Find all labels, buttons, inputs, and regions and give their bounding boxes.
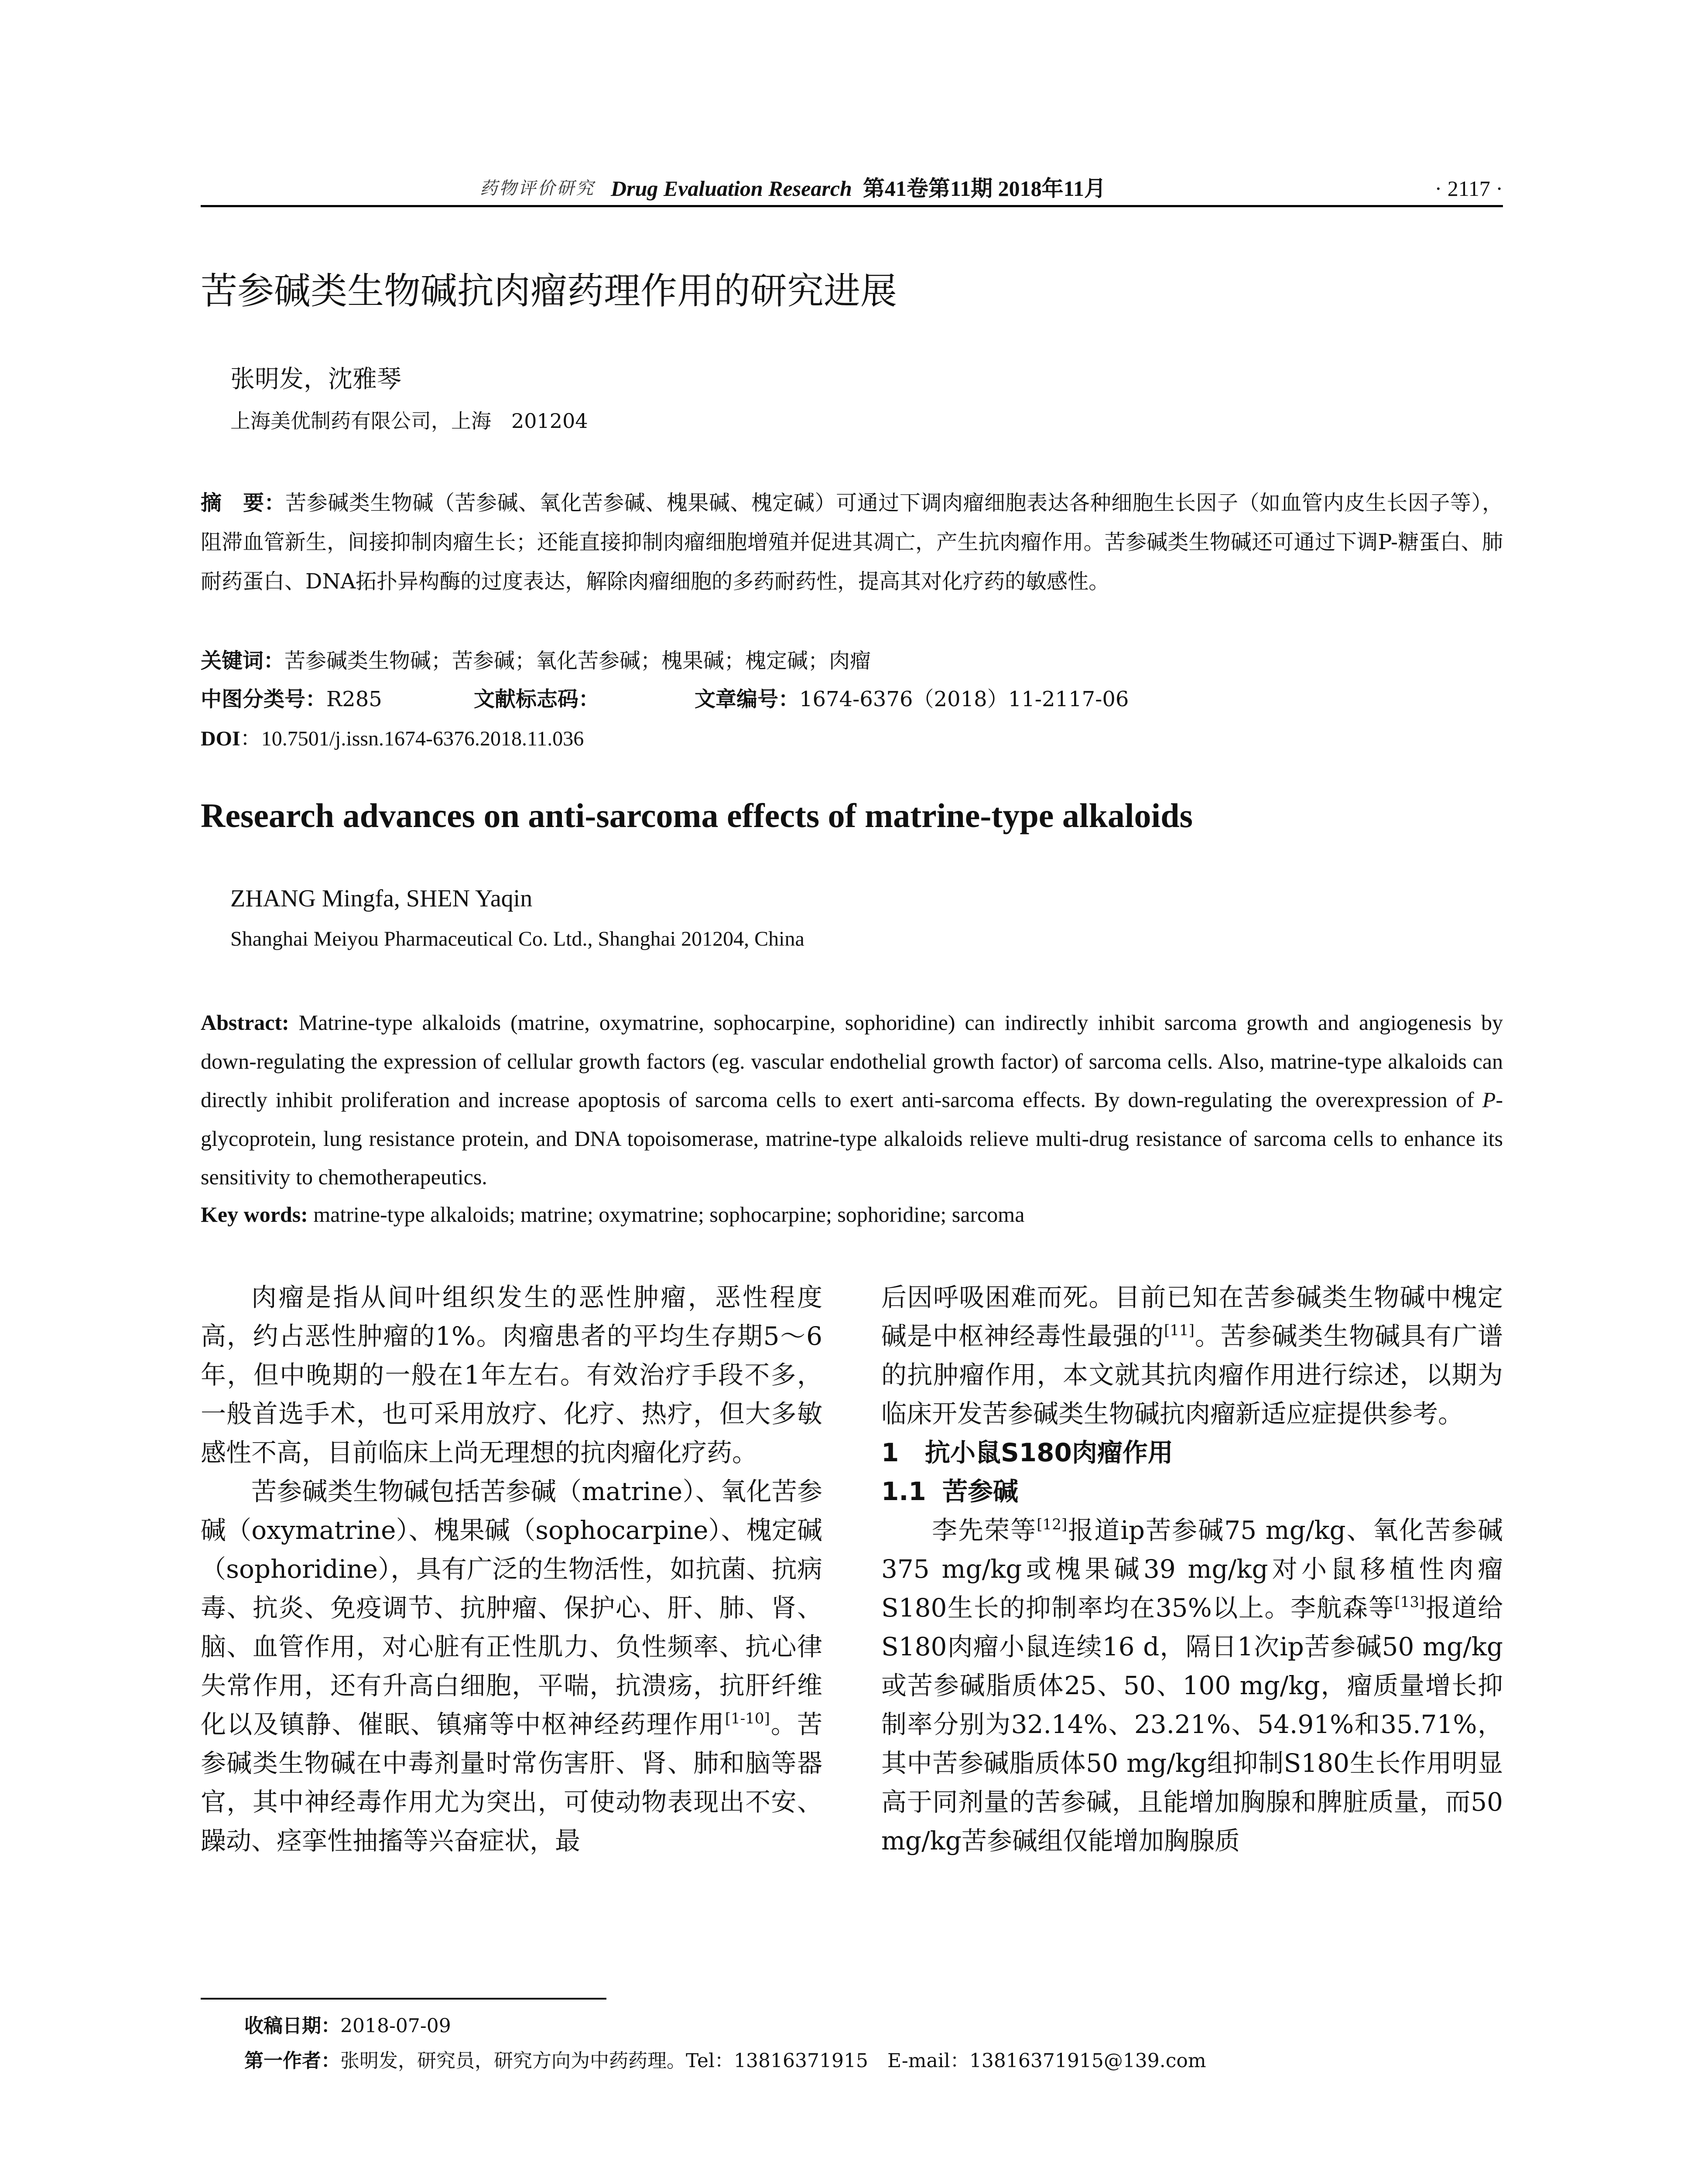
title-cn: 苦参碱类生物碱抗肉瘤药理作用的研究进展 [201, 270, 897, 312]
abstract-en [201, 1003, 1503, 1196]
body-text: 。苦参碱类生物碱具有广谱的抗肿瘤作用，本文就其抗肉瘤作用进行综述，以期为临床开发苦参碱类生物碱抗肉瘤新适应症提供参考。 [881, 1321, 1503, 1429]
body-text: 。苦参碱类生物碱在中毒剂量时常伤害肝、肾、肺和脑等器官，其中神经毒作用尤为突出，可使动物表现出不安、躁动、痉挛性抽搐等兴奋症状，最 [201, 1709, 822, 1856]
classification-row [201, 680, 1503, 719]
article-no [695, 680, 1129, 719]
body-paragraph [881, 1511, 1503, 1860]
author-value: 张明发，研究员，研究方向为中药药理。Tel：13816371915 E-mail：13816371915@139.com [340, 2050, 1206, 2072]
doc-code-label: 文献标志码： [474, 687, 600, 711]
journal-info [611, 171, 1106, 206]
keywords-en [201, 1195, 1503, 1234]
title-en: Research advances on anti-sarcoma effects of matrine-type alkaloids [201, 797, 1193, 834]
section-heading [881, 1433, 1503, 1472]
doi-value: ：10.7501/j.issn.1674-6376.2018.11.036 [240, 727, 584, 750]
keywords-cn-text: 苦参碱类生物碱；苦参碱；氧化苦参碱；槐果碱；槐定碱；肉瘤 [284, 649, 871, 673]
affiliation-cn: 上海美优制药有限公司，上海 201204 [230, 409, 588, 433]
running-header [201, 171, 1503, 206]
subsection-number: 1.1 [881, 1477, 926, 1506]
clc [201, 687, 382, 711]
keywords-en-label: Key words: [201, 1202, 308, 1227]
authors-en: ZHANG Mingfa, SHEN Yaqin [230, 885, 533, 912]
body-paragraph [201, 1278, 822, 1472]
abstract-cn-label: 摘 要： [201, 491, 286, 515]
doi-row [201, 719, 584, 759]
article-no-value: 1674-6376（2018）11-2117-06 [799, 687, 1129, 711]
authors-cn: 张明发，沈雅琴 [230, 365, 401, 393]
received-label: 收稿日期： [244, 2015, 340, 2037]
citation: [1-10] [725, 1710, 770, 1727]
body-paragraph [201, 1472, 822, 1860]
journal-name-en: Drug Evaluation Research [611, 176, 852, 201]
abstract-en-label: Abstract: [201, 1010, 289, 1035]
abstract-en-text2: -glycoprotein, lung resistance protein, and DNA topoisomerase, matrine-type alkaloids relieve multi-drug resistance of sarcoma cells to enhance its sensitivity to chemotherapeutics. [201, 1087, 1503, 1189]
body-text: 报道给S180肉瘤小鼠连续16 d，隔日1次ip苦参碱50 mg/kg或苦参碱脂质体25、50、100 mg/kg，瘤质量增长抑制率分别为32.14%、23.21%、54.91%和35.71%，其中苦参碱脂质体50 mg/kg组抑制S180生长作用明显高于同剂量的苦参碱，且能增加胸腺和脾脏质量，而50 mg/kg苦参碱组仅能增加胸腺质 [881, 1593, 1503, 1856]
affiliation-en: Shanghai Meiyou Pharmaceutical Co. Ltd., Shanghai 201204, China [230, 927, 804, 950]
body-text: 报道ip苦参碱75 mg/kg、氧化苦参碱375 mg/kg或槐果碱39 mg/kg对小鼠移植性肉瘤S180生长的抑制率均在35%以上。李航森等 [881, 1515, 1503, 1623]
body-paragraph [881, 1278, 1503, 1433]
received-value: 2018-07-09 [340, 2015, 451, 2037]
subsection-title: 苦参碱 [942, 1477, 1019, 1506]
footnote-rule [201, 1998, 606, 2000]
body-left-column [201, 1278, 822, 1860]
article-no-label: 文章编号： [695, 687, 800, 711]
section-number: 1 [881, 1438, 899, 1467]
body-text: 肉瘤是指从间叶组织发生的恶性肿瘤，恶性程度高，约占恶性肿瘤的1%。肉瘤患者的平均生存期5～6年，但中晚期的一般在1年左右。有效治疗手段不多，一般首选手术，也可采用放疗、化疗、热疗，但大多敏感性不高，目前临床上尚无理想的抗肉瘤化疗药。 [201, 1282, 822, 1467]
doc-code [474, 680, 599, 719]
clc-label: 中图分类号： [201, 687, 327, 711]
author-label: 第一作者： [244, 2050, 340, 2072]
footnote-author [244, 2046, 1206, 2076]
abstract-en-italic: P [1482, 1087, 1496, 1112]
citation: [11] [1164, 1322, 1195, 1339]
abstract-cn [201, 483, 1503, 601]
body-text: 李先荣等 [932, 1515, 1037, 1545]
keywords-cn [201, 641, 1503, 680]
body-right-column [881, 1278, 1503, 1860]
page-number: · 2117 · [1434, 176, 1503, 201]
abstract-en-text: Matrine-type alkaloids (matrine, oxymatrine, sophocarpine, sophoridine) can indirectly inhibit sarcoma growth and angiogenesis by down-regulating the expression of cellular growth factors (eg. vascular endothelial growth factor) of sarcoma cells. Also, matrine-type alkaloids can directly inhibit proliferation and increase apoptosis of sarcoma cells to exert anti-sarcoma effects. By down-regulating the overexpression of [201, 1010, 1503, 1112]
body-text: 后因呼吸困难而死。目前已知在苦参碱类生物碱中槐定碱是中枢神经毒性最强的 [881, 1282, 1503, 1351]
abstract-cn-text: 苦参碱类生物碱（苦参碱、氧化苦参碱、槐果碱、槐定碱）可通过下调肉瘤细胞表达各种细胞生长因子（如血管内皮生长因子等），阻滞血管新生，间接抑制肉瘤生长；还能直接抑制肉瘤细胞增殖并促进其凋亡，产生抗肉瘤作用。苦参碱类生物碱还可通过下调P-糖蛋白、肺耐药蛋白、DNA拓扑异构酶的过度表达，解除肉瘤细胞的多药耐药性，提高其对化疗药的敏感性。 [201, 491, 1503, 594]
section-title: 抗小鼠S180肉瘤作用 [925, 1438, 1173, 1467]
clc-value: R285 [326, 687, 382, 711]
doi-label: DOI [201, 727, 240, 750]
citation: [12] [1037, 1516, 1068, 1533]
subsection-heading [881, 1472, 1503, 1511]
footnote-received [244, 2011, 451, 2041]
citation: [13] [1394, 1593, 1425, 1611]
keywords-cn-label: 关键词： [201, 649, 285, 673]
body-text: 苦参碱类生物碱包括苦参碱（matrine）、氧化苦参碱（oxymatrine）、槐果碱（sophocarpine）、槐定碱（sophoridine），具有广泛的生物活性，如抗菌、抗病毒、抗炎、免疫调节、抗肿瘤、保护心、肝、肺、肾、脑、血管作用，对心脏有正性肌力、负性频率、抗心律失常作用，还有升高白细胞，平喘，抗溃疡，抗肝纤维化以及镇静、催眠、镇痛等中枢神经药理作用 [201, 1477, 822, 1739]
header-rule [201, 205, 1503, 207]
keywords-en-text: matrine-type alkaloids; matrine; oxymatrine; sophocarpine; sophoridine; sarcoma [313, 1202, 1025, 1227]
journal-issue: 第41卷第11期 2018年11月 [863, 176, 1106, 201]
journal-logo: 药物评价研究 [480, 178, 595, 198]
